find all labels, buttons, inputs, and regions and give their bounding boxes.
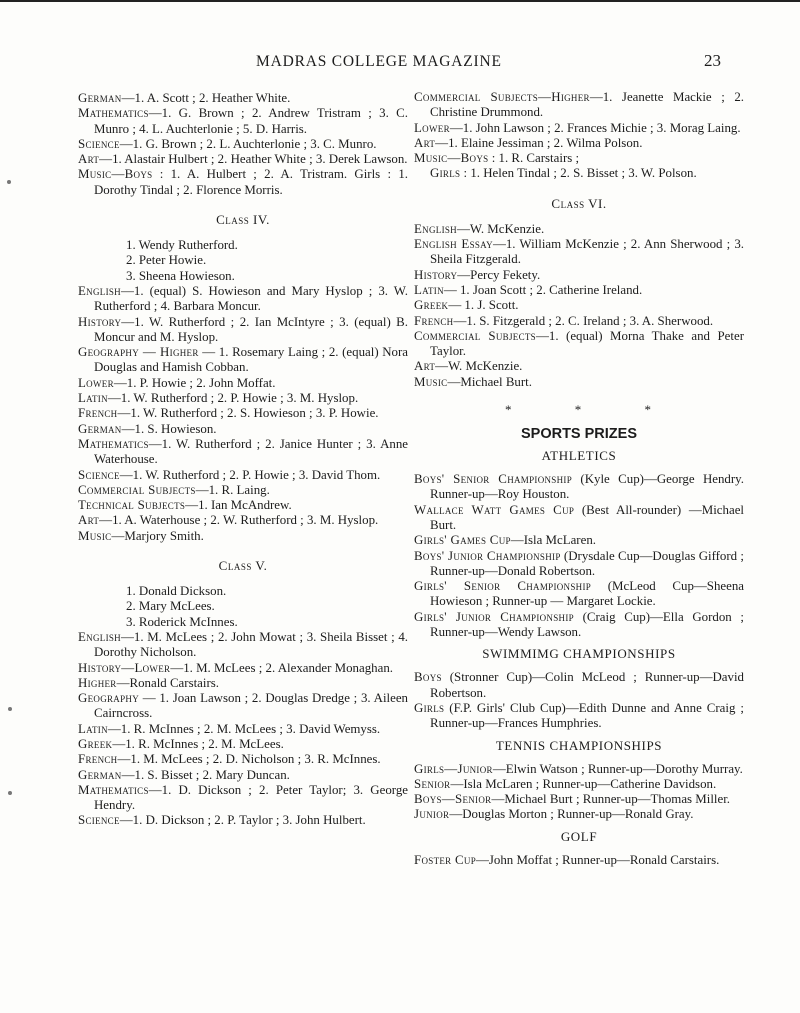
prize-winners: —1. Jeanette Mackie ; 2. Christine Drummond.: [430, 90, 744, 120]
section-title: SPORTS PRIZES: [520, 426, 638, 443]
subject-label: Music—Boys: [414, 151, 489, 166]
prize-winners: : 1. A. Hulbert ; 2. A. Tristram. Girls : 1. Dorothy Tindal ; 2. Florence Morris.: [94, 167, 408, 197]
prize-entry: [414, 298, 744, 313]
prize-winners: —1. W. Rutherford ; 2. S. Howieson ; 3. P. Howie.: [117, 406, 379, 421]
subject-label: Girls: [430, 166, 461, 181]
prize-winners: —1. S. Fitzgerald ; 2. C. Ireland ; 3. A. Sherwood.: [453, 313, 714, 328]
prize-winners: (Stronner Cup)—Colin McLeod ; Runner-up—David Robertson.: [430, 670, 744, 700]
prize-winners: (Kyle Cup)—George Hendry. Runner-up—Roy Houston.: [430, 472, 744, 502]
prize-entry: [414, 503, 744, 534]
subject-label: Mathematics: [78, 782, 149, 797]
prize-entry: [414, 314, 744, 329]
subject-label: Commercial Subjects: [414, 328, 536, 343]
prize-winners: (Craig Cup)—Ella Gordon ; Runner-up—Wendy Lawson.: [430, 609, 744, 640]
prize-entry: [78, 376, 408, 391]
prize-entry: [414, 151, 744, 166]
subject-label: Science: [78, 136, 120, 151]
binding-hole-dot: [8, 791, 12, 795]
prize-winners: —1. (equal) S. Howieson and Mary Hyslop ; 3. W. Rutherford ; 4. Barbara Moncur.: [94, 283, 408, 314]
prize-winners: : 1. R. Carstairs ;: [488, 151, 580, 166]
prize-entry: [414, 533, 744, 548]
prize-winners: —John Moffat ; Runner-up—Ronald Carstairs.: [476, 852, 720, 867]
subject-label: Wallace Watt Games Cup: [414, 502, 575, 517]
prize-winners: —1. W. Rutherford ; 2. P. Howie ; 3. David Thom.: [119, 467, 381, 482]
prize-winners: —W. McKenzie.: [435, 359, 523, 374]
prize-entry: [78, 737, 408, 752]
prize-winners: (McLeod Cup—Sheena Howieson ; Runner-up — Margaret Lockie.: [430, 579, 745, 609]
prize-entry: [78, 722, 408, 737]
prize-winners: — 1. Joan Lawson ; 2. Douglas Dredge ; 3. Aileen Cairncross.: [94, 691, 408, 721]
binding-hole-dot: [8, 707, 12, 711]
prize-winners: — 1. Rosemary Laing ; 2. (equal) Nora Douglas and Hamish Cobban.: [94, 345, 408, 375]
prize-winners: —Elwin Watson ; Runner-up—Dorothy Murray.: [492, 761, 743, 776]
prize-entry: [414, 283, 744, 298]
subject-label: Greek: [78, 736, 113, 751]
prize-winners: —1. G. Brown ; 2. L. Auchterlonie ; 3. C. Munro.: [119, 136, 377, 151]
prize-winners: —Isla McLaren ; Runner-up—Catherine Davidson.: [450, 776, 717, 791]
prize-entry: [78, 422, 408, 437]
prize-winners: —1. D. Dickson ; 2. Peter Taylor; 3. George Hendry.: [94, 782, 408, 813]
subject-label: Art: [414, 359, 436, 374]
prize-winners: —1. Elaine Jessiman ; 2. Wilma Polson.: [435, 135, 643, 150]
prize-entry: [414, 549, 744, 580]
subject-label: Latin: [414, 282, 444, 297]
prize-winners: —1. W. Rutherford ; 2. P. Howie ; 3. M. Hyslop.: [107, 391, 359, 406]
prize-entry: [78, 91, 408, 106]
subject-label: Commercial Subjects: [78, 482, 196, 497]
prize-entry: [414, 222, 744, 237]
prize-entry: [78, 284, 408, 315]
prize-entry: [78, 513, 408, 528]
subsection-heading: GOLF: [560, 828, 598, 844]
prize-entry: [78, 483, 408, 498]
subject-label: Geography — Higher: [78, 345, 199, 360]
left-column: [78, 91, 408, 829]
prize-entry: [414, 670, 744, 701]
subject-label: English: [78, 629, 121, 644]
subject-label: Technical Subjects: [78, 498, 186, 513]
prize-entry: [78, 406, 408, 421]
subject-label: Music: [414, 374, 448, 389]
subject-label: History: [414, 267, 458, 282]
prize-entry: [78, 752, 408, 767]
right-column: [414, 90, 744, 868]
prize-entry: [414, 375, 744, 390]
class-heading: Class VI.: [551, 195, 607, 211]
prize-winners: —1. D. Dickson ; 2. P. Taylor ; 3. John Hulbert.: [119, 813, 366, 828]
prize-entry: [78, 630, 408, 661]
prize-winners: —1. R. Laing.: [195, 482, 270, 497]
prize-entry: [414, 472, 744, 503]
prize-entry: [78, 391, 408, 406]
subject-label: French: [414, 313, 454, 328]
binding-hole-dot: [7, 180, 11, 184]
prize-entry: [414, 792, 744, 807]
prize-winners: —1. R. McInnes ; 2. M. McLees.: [112, 736, 284, 751]
subject-label: Girls' Senior Championship: [414, 579, 592, 594]
subject-label: French: [78, 752, 118, 767]
subsection-heading: ATHLETICS: [541, 448, 617, 464]
subject-label: French: [78, 406, 118, 421]
subject-label: Boys' Senior Championship: [414, 472, 573, 487]
prize-entry: [414, 166, 744, 181]
prize-winners: —Marjory Smith.: [111, 528, 204, 543]
subject-label: Foster Cup: [414, 852, 476, 867]
subject-label: Geography: [78, 691, 140, 706]
subject-label: Boys' Junior Championship: [414, 548, 561, 563]
prize-winners: —1. Ian McAndrew.: [185, 498, 292, 513]
subject-label: Latin: [78, 391, 108, 406]
prize-winners: —1. Alastair Hulbert ; 2. Heather White ; 3. Derek Lawson.: [99, 152, 408, 167]
prize-winners: —Percy Fekety.: [457, 267, 541, 282]
subject-label: Art: [78, 513, 100, 528]
prize-entry: [78, 167, 408, 198]
prize-winners: —1. P. Howie ; 2. John Moffat.: [113, 375, 276, 390]
prize-entry: [78, 315, 408, 346]
prize-entry: [78, 768, 408, 783]
class-heading: Class IV.: [216, 212, 270, 228]
prize-winners: —W. McKenzie.: [456, 221, 545, 236]
prize-winners: —1. W. Rutherford ; 2. Ian McIntyre ; 3. (equal) B. Moncur and M. Hyslop.: [94, 314, 408, 344]
prize-winners: (Drysdale Cup—Douglas Gifford ; Runner-up—Donald Robertson.: [430, 548, 744, 578]
prize-entry: [78, 691, 408, 722]
prize-entry: [78, 783, 408, 814]
prize-winners: : 1. Helen Tindal ; 2. S. Bisset ; 3. W. Polson.: [460, 166, 697, 181]
subject-label: Girls' Games Cup: [414, 533, 511, 548]
prize-winners: — 1. Joan Scott ; 2. Catherine Ireland.: [443, 282, 643, 297]
page-number: 23: [704, 51, 721, 70]
subject-label: Girls—Junior: [414, 761, 493, 776]
subject-label: Science: [78, 813, 120, 828]
subject-label: Junior: [414, 807, 450, 822]
prize-winners: —1. William McKenzie ; 2. Ann Sherwood ; 3. Sheila Fitzgerald.: [430, 237, 744, 267]
prize-winners: —1. S. Howieson.: [121, 421, 217, 436]
prize-entry: [414, 136, 744, 151]
subject-label: Higher: [78, 675, 117, 690]
subject-label: Commercial Subjects—Higher: [414, 90, 590, 104]
page-header: MADRAS COLLEGE MAGAZINE: [256, 53, 502, 70]
prize-winners: —1. S. Bisset ; 2. Mary Duncan.: [121, 767, 290, 782]
prize-entry: [78, 498, 408, 513]
prize-entry: [414, 237, 744, 268]
prize-entry: [78, 813, 408, 828]
subject-label: English Essay: [414, 237, 493, 252]
prize-entry: [78, 529, 408, 544]
prize-entry: [414, 121, 744, 136]
ranked-pupil: 1. Wendy Rutherford.: [126, 238, 238, 253]
prize-winners: —1. G. Brown ; 2. Andrew Tristram ; 3. C. Munro ; 4. L. Auchterlonie ; 5. D. Harris.: [94, 106, 408, 136]
prize-winners: (Best All-rounder) —Michael Burt.: [430, 502, 744, 532]
prize-winners: —Ronald Carstairs.: [116, 675, 220, 690]
prize-entry: [78, 345, 408, 376]
prize-winners: —1. M. McLees ; 2. D. Nicholson ; 3. R. McInnes.: [117, 752, 381, 767]
prize-entry: [414, 268, 744, 283]
prize-entry: [414, 359, 744, 374]
subject-label: Music: [78, 528, 112, 543]
prize-entry: [414, 762, 744, 777]
section-divider: * * *: [505, 402, 681, 418]
prize-entry: [414, 701, 744, 732]
prize-entry: [78, 437, 408, 468]
subject-label: Latin: [78, 721, 108, 736]
prize-entry: [414, 807, 744, 822]
subject-label: Greek: [414, 298, 449, 313]
prize-entry: [414, 329, 744, 360]
subject-label: Music—Boys: [78, 167, 153, 182]
subject-label: Art: [414, 135, 436, 150]
subject-label: History—Lower: [78, 660, 171, 675]
prize-entry: [414, 610, 744, 641]
subject-label: Mathematics: [78, 106, 149, 121]
prize-entry: [78, 106, 408, 137]
prize-winners: —Michael Burt.: [447, 374, 532, 389]
subject-label: History: [78, 314, 122, 329]
subject-label: Art: [78, 152, 100, 167]
prize-winners: —1. M. McLees ; 2. John Mowat ; 3. Sheila Bisset ; 4. Dorothy Nicholson.: [94, 629, 408, 660]
subsection-heading: TENNIS CHAMPIONSHIPS: [495, 737, 663, 753]
prize-entry: [78, 661, 408, 676]
prize-winners: —1. John Lawson ; 2. Frances Michie ; 3. Morag Laing.: [449, 120, 741, 135]
subject-label: Mathematics: [78, 436, 149, 451]
subject-label: Girls' Junior Championship: [414, 609, 574, 624]
prize-winners: —1. W. Rutherford ; 2. Janice Hunter ; 3. Anne Waterhouse.: [94, 436, 408, 467]
subject-label: German: [78, 421, 122, 436]
ranked-pupil: 1. Donald Dickson.: [126, 584, 227, 599]
subject-label: English: [78, 283, 121, 298]
ranked-pupil: 2. Peter Howie.: [126, 253, 207, 268]
prize-winners: —1. A. Waterhouse ; 2. W. Rutherford ; 3. M. Hyslop.: [99, 513, 379, 528]
subject-label: Girls: [414, 700, 445, 715]
subject-label: English: [414, 221, 457, 236]
class-heading: Class V.: [218, 558, 268, 574]
prize-winners: —1. A. Scott ; 2. Heather White.: [121, 91, 291, 105]
prize-entry: [414, 90, 744, 121]
subject-label: Lower: [414, 120, 450, 135]
subject-label: German: [78, 91, 122, 105]
prize-entry: [414, 579, 744, 610]
top-rule: [0, 0, 800, 2]
prize-entry: [78, 676, 408, 691]
prize-entry: [414, 853, 744, 868]
subject-label: German: [78, 767, 122, 782]
prize-winners: —Isla McLaren.: [510, 533, 596, 548]
prize-entry: [414, 777, 744, 792]
subject-label: Boys—Senior: [414, 792, 492, 807]
subject-label: Senior: [414, 776, 451, 791]
prize-winners: (F.P. Girls' Club Cup)—Edith Dunne and Anne Craig ; Runner-up—Frances Humphries.: [430, 700, 744, 731]
prize-entry: [78, 137, 408, 152]
prize-winners: — 1. J. Scott.: [448, 298, 519, 313]
prize-winners: —1. M. McLees ; 2. Alexander Monaghan.: [170, 660, 393, 675]
subject-label: Boys: [414, 670, 442, 685]
ranked-pupil: 3. Roderick McInnes.: [126, 614, 238, 629]
ranked-pupil: 2. Mary McLees.: [126, 599, 215, 614]
prize-entry: [78, 152, 408, 167]
prize-winners: —Michael Burt ; Runner-up—Thomas Miller.: [491, 792, 731, 807]
ranked-pupil: 3. Sheena Howieson.: [126, 268, 235, 283]
subsection-heading: SWIMMIMG CHAMPIONSHIPS: [482, 646, 676, 662]
prize-winners: —Douglas Morton ; Runner-up—Ronald Gray.: [449, 807, 694, 822]
subject-label: Science: [78, 467, 120, 482]
prize-winners: —1. (equal) Morna Thake and Peter Taylor.: [430, 328, 744, 359]
prize-winners: —1. R. McInnes ; 2. M. McLees ; 3. David Wemyss.: [107, 721, 381, 736]
subject-label: Lower: [78, 375, 114, 390]
prize-entry: [78, 468, 408, 483]
